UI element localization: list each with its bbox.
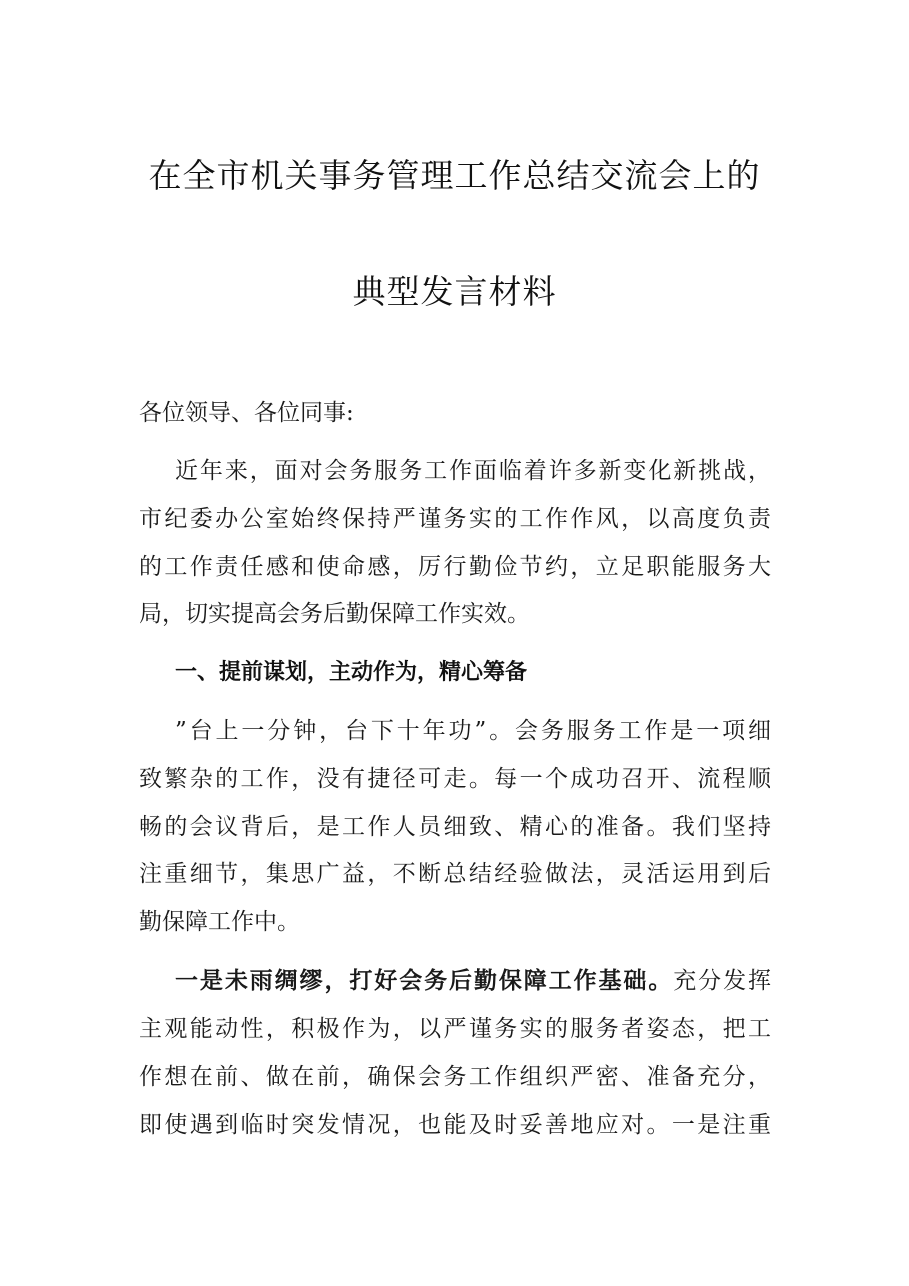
paragraph-1-line-1: 近年来，面对会务服务工作面临着许多新变化新挑战， [175, 458, 771, 484]
paragraph-3-line-2: 主观能动性，积极作为，以严谨务实的服务者姿态，把工 [139, 1016, 771, 1042]
paragraph-2-line-2: 致繁杂的工作，没有捷径可走。每一个成功召开、流程顺 [139, 766, 771, 792]
section-heading-1: 一、提前谋划，主动作为，精心筹备 [175, 660, 528, 685]
paragraph-3-line-4: 即使遇到临时突发情况，也能及时妥善地应对。一是注重 [139, 1112, 771, 1138]
paragraph-2-line-5: 勤保障工作中。 [139, 909, 300, 935]
paragraph-2-line-3: 畅的会议背后，是工作人员细致、精心的准备。我们坚持 [139, 814, 771, 840]
paragraph-3-line-1-text: 充分发挥 [673, 968, 772, 994]
document-title-line-2: 典型发言材料 [352, 272, 557, 311]
paragraph-3-lead-sentence: 一是未雨绸缪，打好会务后勤保障工作基础。 [175, 967, 674, 994]
paragraph-1-line-3: 的工作责任感和使命感，厉行勤俭节约，立足职能服务大 [139, 554, 771, 580]
paragraph-1-line-4: 局，切实提高会务后勤保障工作实效。 [139, 601, 530, 627]
salutation: 各位领导、各位同事: [139, 400, 354, 426]
paragraph-3-line-1 [175, 965, 771, 997]
paragraph-2-line-1: ”台上一分钟，台下十年功”。会务服务工作是一项细 [175, 718, 771, 744]
paragraph-1-line-2: 市纪委办公室始终保持严谨务实的工作作风，以高度负责 [139, 506, 771, 532]
paragraph-3-line-3: 作想在前、做在前，确保会务工作组织严密、准备充分， [139, 1064, 771, 1090]
paragraph-2-line-4: 注重细节，集思广益，不断总结经验做法，灵活运用到后 [139, 861, 771, 887]
document-title-line-1: 在全市机关事务管理工作总结交流会上的 [148, 156, 761, 195]
